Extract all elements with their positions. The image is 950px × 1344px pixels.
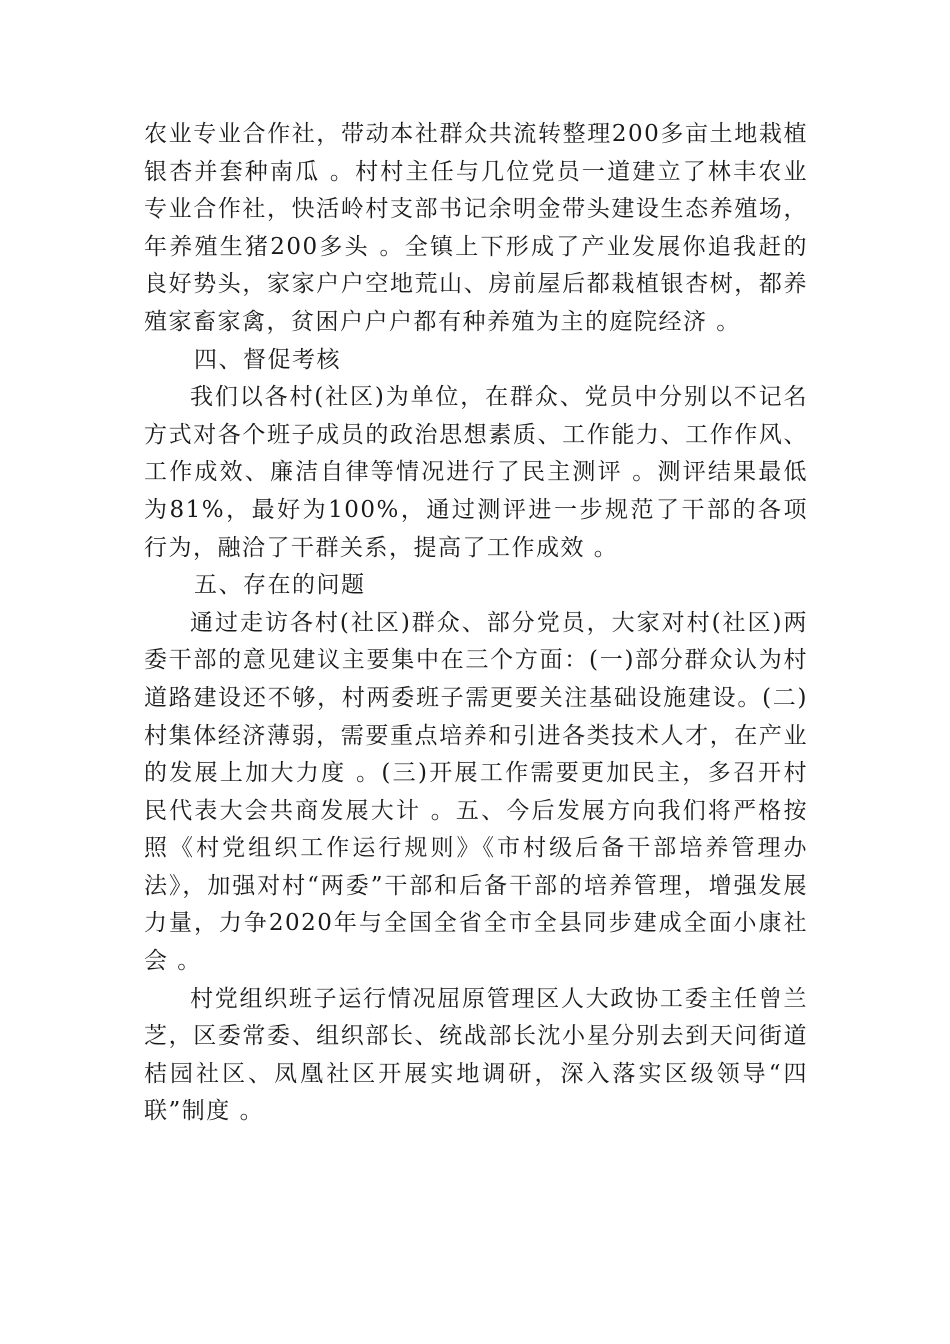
paragraph-evaluation: 我们以各村(社区)为单位，在群众、党员中分别以不记名方式对各个班子成员的政治思想素质、工作能力、工作作风、工作成效、廉洁自律等情况进行了民主测评 。测评结果最低为81%，最好为100%，通过测评进一步规范了干部的各项行为，融洽了干群关系，提高了工作成效 。 <box>144 384 808 561</box>
paragraph-investigation: 村党组织班子运行情况屈原管理区人大政协工委主任曾兰芝，区委常委、组织部长、统战部长沈小星分别去到天问街道桔园社区、凤凰社区开展实地调研，深入落实区级领导“四联”制度 。 <box>144 985 808 1125</box>
heading-supervision: 四、督促考核 <box>194 346 341 373</box>
heading-problems: 五、存在的问题 <box>194 572 366 599</box>
paragraph-problems: 通过走访各村(社区)群众、部分党员，大家对村(社区)两委干部的意见建议主要集中在三个方面：(一)部分群众认为村道路建设还不够，村两委班子需更要关注基础设施建设。(二)村集体经济薄弱，需要重点培养和引进各类技术人才，在产业的发展上加大力度 。(三)开展工作需要更加民主，多召开村民代表大会共商发展大计 。五、今后发展方向我们将严格按照《村党组织工作运行规则》《市村级后备干部培养管理办法》，加强对村“两委”干部和后备干部的培养管理，增强发展力量，力争2020年与全国全省全市全县同步建成全面小康社会 。 <box>144 609 808 975</box>
document-page <box>144 116 808 1131</box>
paragraph-cooperative: 农业专业合作社，带动本社群众共流转整理200多亩土地栽植银杏并套种南瓜 。村村主任与几位党员一道建立了林丰农业专业合作社，快活岭村支部书记余明金带头建设生态养殖场，年养殖生猪200多头 。全镇上下形成了产业发展你追我赶的良好势头，家家户户空地荒山、房前屋后都栽植银杏树，都养殖家畜家禽，贫困户户户都有种养殖为主的庭院经济 。 <box>144 121 808 335</box>
